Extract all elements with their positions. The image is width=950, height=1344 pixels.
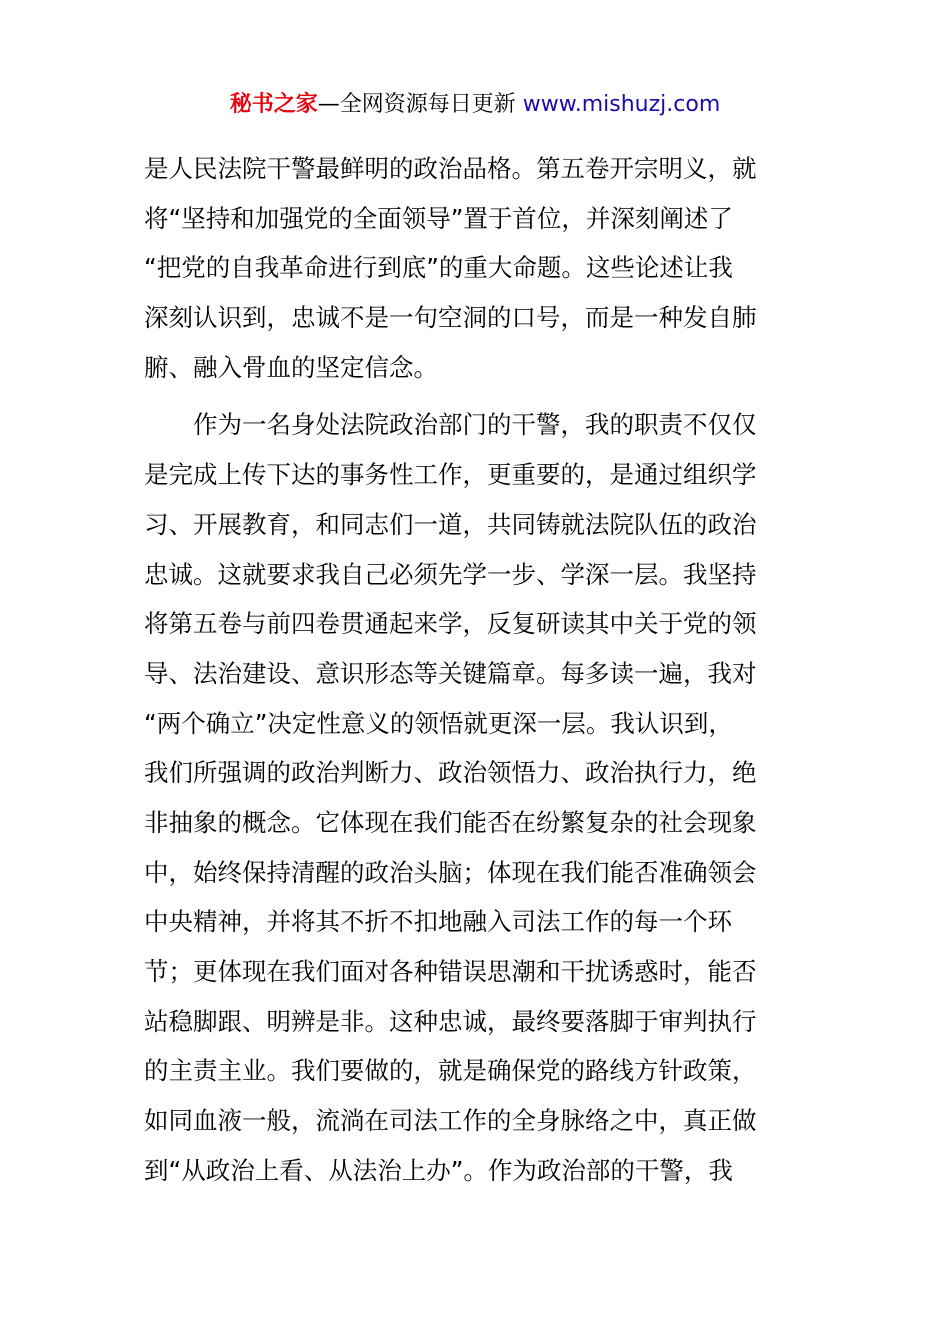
text-line: 的主责主业。我们要做的，就是确保党的路线方针政策， xyxy=(144,1056,757,1086)
site-url-link[interactable]: www.mishuzj.com xyxy=(522,92,721,117)
text-line: 深刻认识到，忠诚不是一句空洞的口号，而是一种发自肺 xyxy=(144,303,757,333)
text-line: 将“坚持和加强党的全面领导”置于首位，并深刻阐述了 xyxy=(144,203,733,233)
text-line: 节；更体现在我们面对各种错误思潮和干扰诱惑时，能否 xyxy=(144,957,757,986)
text-line: 站稳脚跟、明辨是非。这种忠诚，最终要落脚于审判执行 xyxy=(144,1006,757,1036)
text-line: 忠诚。这就要求我自己必须先学一步、学深一层。我坚持 xyxy=(144,559,757,589)
text-line: 习、开展教育，和同志们一道，共同铸就法院队伍的政治 xyxy=(144,509,757,539)
text-line: 是完成上传下达的事务性工作，更重要的，是通过组织学 xyxy=(144,460,757,490)
document-body xyxy=(144,144,808,1195)
text-line: 到“从政治上看、从法治上办”。作为政治部的干警，我 xyxy=(144,1155,733,1185)
text-line: “两个确立”决定性意义的领悟就更深一层。我认识到， xyxy=(144,708,733,738)
text-line: 将第五卷与前四卷贯通起来学，反复研读其中关于党的领 xyxy=(144,609,757,639)
paragraph-2 xyxy=(144,400,808,1195)
text-line: “把党的自我革命进行到底”的重大命题。这些论述让我 xyxy=(144,253,733,283)
text-line: 是人民法院干警最鲜明的政治品格。第五卷开宗明义，就 xyxy=(144,154,757,183)
text-line: 腑、融入骨血的坚定信念。 xyxy=(144,352,438,382)
header-tagline: —全网资源每日更新 xyxy=(317,92,516,117)
text-line: 导、法治建设、意识形态等关键篇章。每多读一遍，我对 xyxy=(144,658,757,688)
text-line: 非抽象的概念。它体现在我们能否在纷繁复杂的社会现象 xyxy=(144,807,757,837)
text-line: 我们所强调的政治判断力、政治领悟力、政治执行力，绝 xyxy=(144,758,757,788)
brand-name: 秘书之家 xyxy=(229,92,318,117)
paragraph-1 xyxy=(144,144,808,392)
text-line: 中央精神，并将其不折不扣地融入司法工作的每一个环 xyxy=(144,907,732,937)
text-line: 如同血液一般，流淌在司法工作的全身脉络之中，真正做 xyxy=(144,1106,757,1136)
text-line: 中，始终保持清醒的政治头脑；体现在我们能否准确领会 xyxy=(144,857,757,887)
text-line: 作为一名身处法院政治部门的干警，我的职责不仅仅 xyxy=(144,410,757,440)
page-header xyxy=(0,88,950,122)
